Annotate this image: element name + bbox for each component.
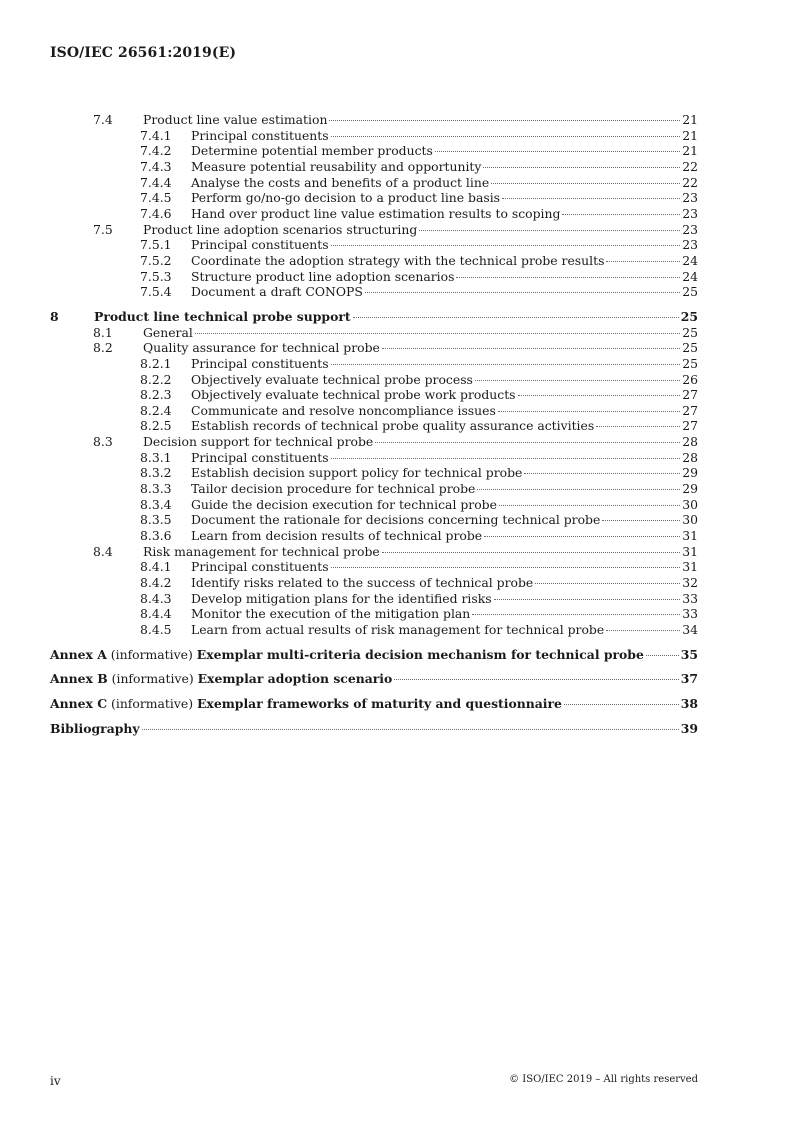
toc-entry-page: 21	[682, 143, 698, 159]
toc-entry-title[interactable]: Product line value estimation	[143, 112, 328, 127]
dot-leader	[329, 120, 680, 121]
dot-leader	[498, 411, 680, 412]
toc-entry-number: 8.3.1	[140, 449, 172, 465]
dot-leader	[331, 364, 681, 365]
toc-entry[interactable]	[50, 575, 698, 591]
toc-entry-page: 25	[682, 355, 698, 371]
toc-entry-page: 31	[682, 543, 698, 559]
toc-entry-page: 22	[682, 158, 698, 174]
toc-entry[interactable]	[50, 128, 698, 144]
toc-entry-title[interactable]: Identify risks related to the success of technical probe	[191, 575, 534, 591]
annex-label: Annex C	[50, 695, 108, 711]
toc-entry[interactable]	[50, 175, 698, 191]
toc-entry-page: 27	[682, 387, 698, 403]
toc-entry[interactable]	[50, 309, 698, 325]
toc-entry[interactable]	[50, 159, 698, 175]
toc-entry-page: 25	[682, 284, 698, 300]
dot-leader	[499, 505, 680, 506]
annex-page: 38	[680, 695, 698, 711]
toc-entry-number: 7.5.1	[140, 237, 172, 253]
toc-entry-title[interactable]: Objectively evaluate technical probe work products	[191, 387, 516, 403]
toc-entry-title[interactable]: Perform go/no-go decision to a product line basis	[191, 190, 501, 206]
toc-entry-page: 30	[682, 512, 698, 528]
toc-entry-number: 7.4	[93, 112, 113, 127]
toc-entry[interactable]	[50, 206, 698, 222]
dot-leader	[475, 380, 680, 381]
dot-leader	[331, 458, 681, 459]
toc-entry-page: 29	[682, 481, 698, 497]
toc-entry-page: 23	[682, 237, 698, 253]
dot-leader	[353, 317, 679, 318]
dot-leader	[331, 567, 681, 568]
dot-leader	[606, 261, 680, 262]
toc-entry-title[interactable]: Document a draft CONOPS	[191, 284, 363, 300]
toc-entry-title[interactable]: Develop mitigation plans for the identified risks	[191, 590, 492, 606]
toc-entry-title[interactable]: Establish records of technical probe quality assurance activities	[191, 418, 595, 434]
toc-entry-page: 33	[682, 606, 698, 622]
toc-entry-number: 8.4.4	[140, 606, 172, 622]
toc-entry[interactable]	[50, 356, 698, 372]
toc-entry[interactable]	[50, 591, 698, 607]
toc-entry-title[interactable]: Quality assurance for technical probe	[143, 340, 380, 356]
toc-entry-number: 7.4.4	[140, 174, 172, 190]
toc-entry[interactable]	[50, 387, 698, 403]
toc-entry-number: 8.4.5	[140, 622, 172, 637]
toc-entry-title[interactable]: Guide the decision execution for technical probe	[191, 496, 497, 512]
toc-entry-number: 8.3.3	[140, 481, 172, 497]
toc-entry-title[interactable]: Communicate and resolve noncompliance issues	[191, 402, 496, 418]
toc-entry-title[interactable]: Principal constituents	[191, 449, 329, 465]
dot-leader	[494, 599, 681, 600]
toc-entry-number: 8.2.2	[140, 371, 172, 387]
dot-leader	[562, 214, 680, 215]
toc-entry-number: 8.1	[93, 324, 113, 340]
toc-entry-title[interactable]: Document the rationale for decisions concerning technical probe	[191, 512, 601, 528]
toc-entry-page: 31	[682, 559, 698, 575]
dot-leader	[524, 473, 680, 474]
toc-entry-page: 24	[682, 252, 698, 268]
toc-entry-title[interactable]: Monitor the execution of the mitigation plan	[191, 606, 471, 622]
document-id-header: ISO/IEC 26561:2019(E)	[50, 45, 237, 61]
toc-entry-title[interactable]: Principal constituents	[191, 237, 329, 253]
toc-entry-number: 8.2.5	[140, 418, 172, 434]
toc-entry-number: 8.4.2	[140, 575, 172, 591]
toc-entry-page: 25	[680, 308, 698, 324]
dot-leader	[606, 630, 680, 631]
toc-entry-page: 23	[682, 205, 698, 221]
dot-leader	[472, 614, 680, 615]
toc-entry-number: 8.3.6	[140, 528, 172, 544]
page-number: iv	[50, 1074, 61, 1088]
toc-entry-page: 22	[682, 174, 698, 190]
toc-entry-number: 8.2.4	[140, 402, 172, 418]
toc-entry-page: 23	[682, 190, 698, 206]
dot-leader	[331, 136, 681, 137]
dot-leader	[484, 536, 680, 537]
toc-entry-number: 7.4.6	[140, 205, 172, 221]
annex-title[interactable]: Exemplar adoption scenario	[197, 671, 393, 687]
toc-entry-number: 7.5.2	[140, 252, 172, 268]
annex-label: Annex A	[50, 646, 107, 662]
annex-label: Annex B	[50, 671, 108, 687]
annex-informative: (informative)	[110, 646, 193, 662]
toc-entry-page: 23	[682, 221, 698, 237]
toc-entry[interactable]	[50, 403, 698, 419]
dot-leader	[375, 442, 680, 443]
toc-annex-entry[interactable]	[50, 671, 698, 687]
annex-informative: (informative)	[111, 695, 194, 711]
table-of-contents	[50, 112, 698, 736]
toc-entry-number: 7.4.3	[140, 158, 172, 174]
toc-entry-title[interactable]: General	[143, 324, 193, 340]
toc-entry[interactable]	[50, 340, 698, 356]
toc-entry-title[interactable]: Hand over product line value estimation results to scoping	[191, 205, 561, 221]
toc-entry[interactable]	[50, 512, 698, 528]
toc-entry-title[interactable]: Product line adoption scenarios structuring	[143, 221, 418, 237]
toc-annex-entry[interactable]	[50, 647, 698, 663]
toc-entry[interactable]	[50, 450, 698, 466]
dot-leader	[502, 198, 680, 199]
toc-entry[interactable]	[50, 253, 698, 269]
dot-leader	[564, 704, 679, 705]
toc-entry-number: 8.3.2	[140, 465, 172, 481]
dot-leader	[195, 333, 680, 334]
toc-entry[interactable]	[50, 143, 698, 159]
toc-entry[interactable]	[50, 418, 698, 434]
toc-entry-number: 8.3.4	[140, 496, 172, 512]
toc-entry-page: 28	[682, 449, 698, 465]
dot-leader	[331, 245, 681, 246]
toc-entry-number: 7.4.5	[140, 190, 172, 206]
toc-entry-title[interactable]: Principal constituents	[191, 559, 329, 575]
toc-entry-page: 34	[682, 622, 698, 637]
toc-entry-page: 25	[682, 340, 698, 356]
toc-entry[interactable]	[50, 544, 698, 560]
dot-leader	[456, 277, 680, 278]
toc-entry[interactable]	[50, 190, 698, 206]
toc-entry-number: 8.3	[93, 434, 113, 450]
copyright-notice: © ISO/IEC 2019 – All rights reserved	[509, 1074, 698, 1085]
toc-entry-number: 7.4.1	[140, 127, 172, 143]
dot-leader	[602, 520, 680, 521]
dot-leader	[365, 292, 680, 293]
toc-entry-number: 7.5	[93, 221, 113, 237]
bibliography-page: 39	[680, 720, 698, 736]
annex-page: 35	[680, 646, 698, 662]
toc-entry[interactable]	[50, 606, 698, 622]
toc-entry[interactable]	[50, 284, 698, 300]
toc-entry[interactable]	[50, 481, 698, 497]
dot-leader	[491, 183, 680, 184]
toc-entry-number: 8.4.3	[140, 590, 172, 606]
dot-leader	[382, 552, 680, 553]
toc-entry-page: 30	[682, 496, 698, 512]
toc-entry-number: 8.3.5	[140, 512, 172, 528]
dot-leader	[394, 679, 678, 680]
toc-entry-title[interactable]: Tailor decision procedure for technical probe	[191, 481, 476, 497]
toc-entry-page: 27	[682, 418, 698, 434]
dot-leader	[596, 426, 680, 427]
toc-entry-title[interactable]: Principal constituents	[191, 127, 329, 143]
toc-entry-page: 26	[682, 371, 698, 387]
toc-entry[interactable]	[50, 434, 698, 450]
toc-entry[interactable]	[50, 222, 698, 238]
toc-entry-page: 33	[682, 590, 698, 606]
toc-entry-title[interactable]: Product line technical probe support	[94, 308, 351, 324]
toc-entry-title[interactable]: Objectively evaluate technical probe process	[191, 371, 473, 387]
dot-leader	[646, 655, 679, 656]
toc-entry-page: 21	[682, 112, 698, 127]
dot-leader	[419, 230, 680, 231]
toc-entry-page: 31	[682, 528, 698, 544]
dot-leader	[535, 583, 680, 584]
bibliography-title[interactable]: Bibliography	[50, 720, 140, 736]
toc-entry-number: 8.4	[93, 543, 113, 559]
toc-entry[interactable]	[50, 112, 698, 128]
toc-entry-title[interactable]: Learn from decision results of technical probe	[191, 528, 483, 544]
toc-entry-number: 8.2	[93, 340, 113, 356]
toc-entry[interactable]	[50, 237, 698, 253]
toc-entry[interactable]	[50, 622, 698, 638]
toc-entry-number: 8.2.3	[140, 387, 172, 403]
toc-entry-number: 8.2.1	[140, 355, 172, 371]
toc-entry-title[interactable]: Establish decision support policy for technical probe	[191, 465, 523, 481]
toc-entry[interactable]	[50, 325, 698, 341]
dot-leader	[477, 489, 680, 490]
toc-entry-number: 7.5.4	[140, 284, 172, 300]
toc-entry[interactable]	[50, 559, 698, 575]
annex-informative: (informative)	[111, 671, 194, 687]
annex-title[interactable]: Exemplar frameworks of maturity and questionnaire	[196, 695, 562, 711]
annex-page: 37	[680, 671, 698, 687]
toc-entry-title[interactable]: Analyse the costs and benefits of a product line	[191, 174, 490, 190]
toc-entry-title[interactable]: Structure product line adoption scenarios	[191, 268, 455, 284]
toc-entry-title[interactable]: Decision support for technical probe	[143, 434, 374, 450]
toc-entry-page: 29	[682, 465, 698, 481]
toc-annex-entry[interactable]	[50, 696, 698, 712]
toc-entry-title[interactable]: Learn from actual results of risk management for technical probe	[191, 622, 605, 637]
toc-entry[interactable]	[50, 465, 698, 481]
dot-leader	[483, 167, 680, 168]
toc-entry-number: 8.4.1	[140, 559, 172, 575]
dot-leader	[382, 348, 680, 349]
toc-entry-page: 24	[682, 268, 698, 284]
toc-entry-title[interactable]: Coordinate the adoption strategy with the technical probe results	[191, 252, 605, 268]
toc-entry[interactable]	[50, 269, 698, 285]
toc-entry-title[interactable]: Risk management for technical probe	[143, 543, 380, 559]
annex-title[interactable]: Exemplar multi-criteria decision mechanism for technical probe	[196, 646, 644, 662]
toc-entry-page: 27	[682, 402, 698, 418]
toc-entry-title[interactable]: Principal constituents	[191, 355, 329, 371]
toc-bibliography-entry[interactable]	[50, 721, 698, 737]
toc-entry-number: 8	[50, 308, 59, 324]
toc-entry[interactable]	[50, 528, 698, 544]
dot-leader	[435, 151, 680, 152]
toc-entry[interactable]	[50, 497, 698, 513]
toc-entry-page: 28	[682, 434, 698, 450]
dot-leader	[518, 395, 681, 396]
toc-entry-page: 21	[682, 127, 698, 143]
toc-entry-number: 7.5.3	[140, 268, 172, 284]
toc-entry-number: 7.4.2	[140, 143, 172, 159]
dot-leader	[142, 729, 679, 730]
toc-entry-title[interactable]: Determine potential member products	[191, 143, 433, 159]
toc-entry-page: 25	[682, 324, 698, 340]
toc-entry[interactable]	[50, 372, 698, 388]
toc-entry-page: 32	[682, 575, 698, 591]
toc-entry-title[interactable]: Measure potential reusability and opportunity	[191, 158, 482, 174]
